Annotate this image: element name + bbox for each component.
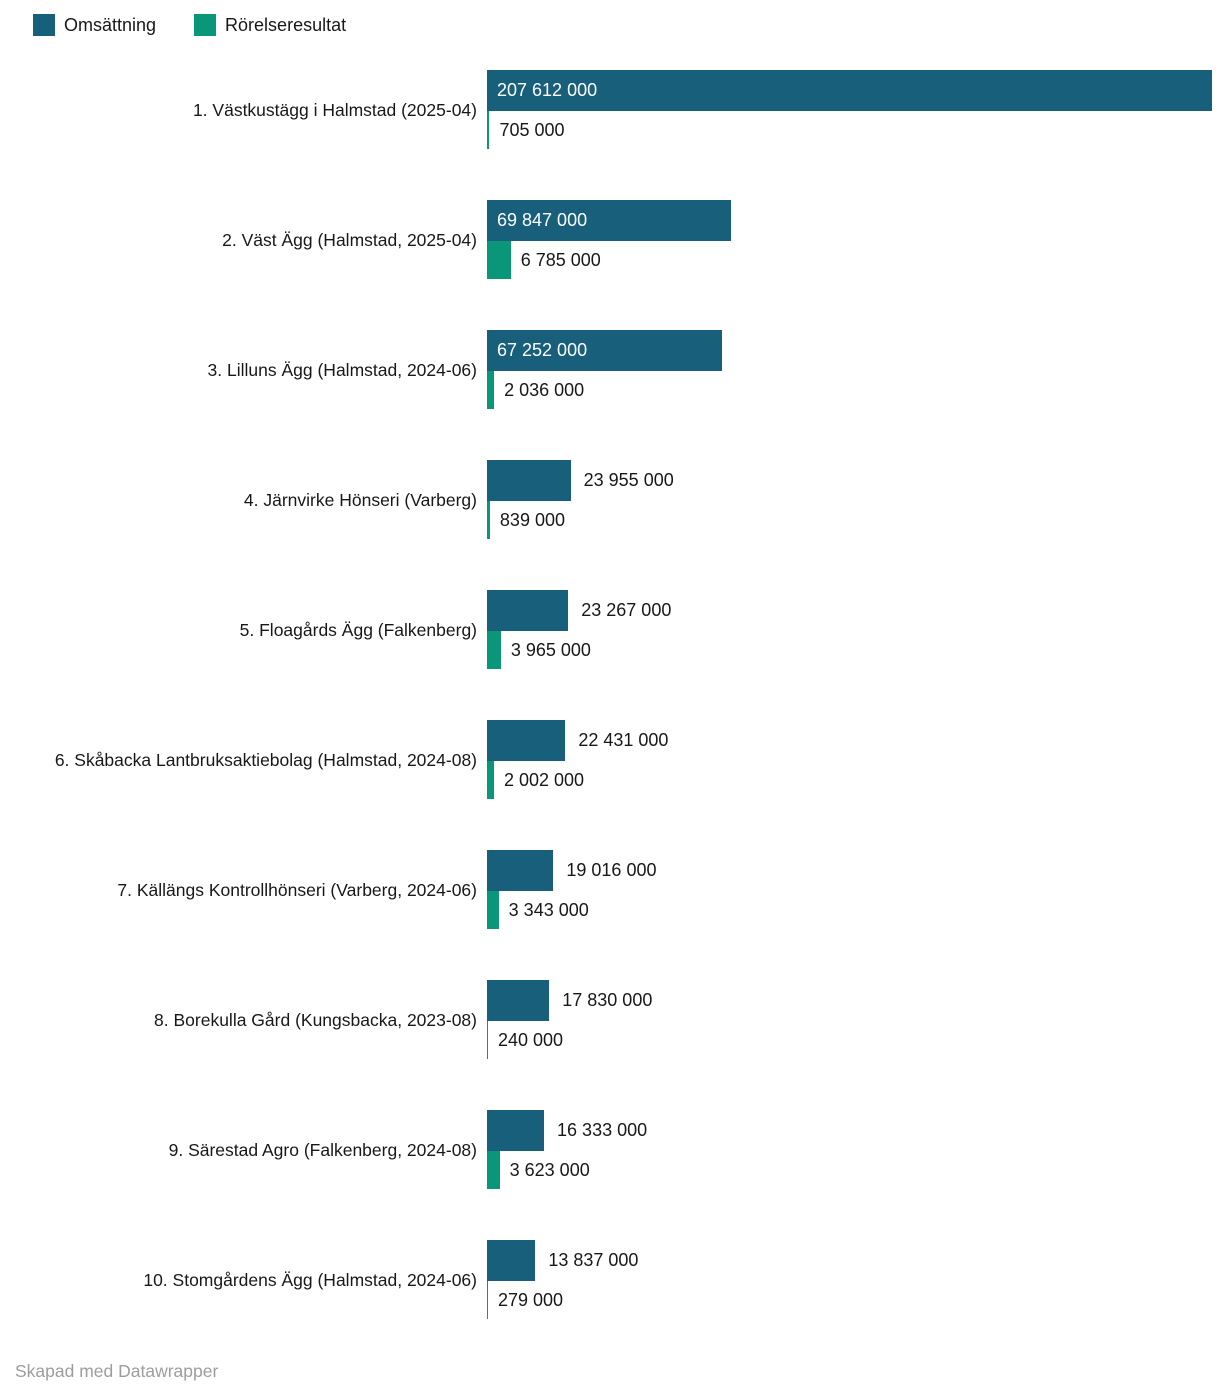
rorelseresultat-value-label: 6 785 000: [520, 249, 601, 270]
bar-group: [487, 590, 1220, 669]
rorelseresultat-bar-line: [487, 241, 1220, 279]
category-label: 7. Källängs Kontrollhönseri (Varberg, 2024-06): [117, 879, 477, 900]
rorelseresultat-bar: [487, 241, 511, 279]
omsattning-bar: [487, 330, 722, 371]
bar-group: [487, 1240, 1220, 1319]
bar-group: [487, 720, 1220, 799]
rorelseresultat-bar: [487, 891, 499, 929]
legend-item-rorelseresultat: [194, 14, 346, 36]
rorelseresultat-bar: [487, 1021, 488, 1059]
bar-group: [487, 1110, 1220, 1189]
omsattning-bar: [487, 850, 553, 891]
omsattning-value-label: 207 612 000: [497, 80, 598, 100]
omsattning-bar: [487, 590, 568, 631]
omsattning-bar-line: [487, 720, 1220, 761]
bar-group: [487, 850, 1220, 929]
rorelseresultat-value-label: 705 000: [499, 119, 565, 140]
omsattning-bar-line: [487, 330, 1220, 371]
chart-row: [0, 460, 1220, 539]
omsattning-swatch-icon: [33, 14, 55, 36]
omsattning-bar-line: [487, 1240, 1220, 1281]
chart-row: [0, 590, 1220, 669]
omsattning-value-label: 19 016 000: [566, 860, 657, 880]
category-label: 6. Skåbacka Lantbruksaktiebolag (Halmstad, 2024-08): [54, 749, 477, 770]
chart-row: [0, 330, 1220, 409]
category-label: 8. Borekulla Gård (Kungsbacka, 2023-08): [154, 1009, 477, 1030]
omsattning-value-label: 67 252 000: [497, 340, 588, 360]
bar-group: [487, 330, 1220, 409]
rorelseresultat-bar-line: [487, 891, 1220, 929]
omsattning-bar: [487, 70, 1212, 111]
omsattning-value-label: 23 955 000: [583, 470, 674, 490]
omsattning-bar: [487, 460, 571, 501]
rorelseresultat-bar: [487, 111, 489, 149]
chart-row: [0, 850, 1220, 929]
omsattning-value-label: 69 847 000: [497, 210, 588, 230]
chart-row: [0, 980, 1220, 1059]
rorelseresultat-bar: [487, 501, 490, 539]
omsattning-value-label: 17 830 000: [562, 990, 653, 1010]
omsattning-value-label: 22 431 000: [578, 730, 669, 750]
omsattning-bar: [487, 1110, 544, 1151]
rorelseresultat-bar-line: [487, 111, 1220, 149]
omsattning-bar: [487, 980, 549, 1021]
category-label: 10. Stomgårdens Ägg (Halmstad, 2024-06): [143, 1269, 477, 1290]
omsattning-value-label: 23 267 000: [581, 600, 672, 620]
rorelseresultat-bar-line: [487, 501, 1220, 539]
category-label: 5. Floagårds Ägg (Falkenberg): [239, 619, 477, 640]
attribution-text: Skapad med Datawrapper: [15, 1361, 219, 1381]
bar-group: [487, 460, 1220, 539]
category-label: 4. Järnvirke Hönseri (Varberg): [243, 489, 477, 510]
rorelseresultat-bar-line: [487, 1151, 1220, 1189]
bar-group: [487, 200, 1220, 279]
chart-row: [0, 200, 1220, 279]
omsattning-bar-line: [487, 590, 1220, 631]
chart-row: [0, 1240, 1220, 1319]
chart-row: [0, 1110, 1220, 1189]
chart-row: [0, 720, 1220, 799]
rorelseresultat-bar: [487, 371, 494, 409]
rorelseresultat-value-label: 3 343 000: [508, 899, 589, 920]
omsattning-bar: [487, 200, 731, 241]
rorelseresultat-bar-line: [487, 1281, 1220, 1319]
rorelseresultat-value-label: 2 002 000: [503, 769, 585, 790]
rorelseresultat-value-label: 240 000: [498, 1029, 564, 1050]
omsattning-bar: [487, 720, 565, 761]
rorelseresultat-bar: [487, 1281, 488, 1319]
omsattning-bar-line: [487, 200, 1220, 241]
omsattning-value-label: 16 333 000: [557, 1120, 648, 1140]
rorelseresultat-value-label: 839 000: [499, 509, 565, 530]
bar-group: [487, 70, 1220, 149]
omsattning-bar-line: [487, 850, 1220, 891]
bar-chart: [0, 70, 1220, 1319]
rorelseresultat-bar-line: [487, 1021, 1220, 1059]
omsattning-bar-line: [487, 460, 1220, 501]
omsattning-bar-line: [487, 70, 1220, 111]
rorelseresultat-bar-line: [487, 761, 1220, 799]
rorelseresultat-value-label: 3 623 000: [509, 1159, 590, 1180]
omsattning-value-label: 13 837 000: [548, 1250, 639, 1270]
category-label: 1. Västkustägg i Halmstad (2025-04): [192, 99, 477, 120]
rorelseresultat-value-label: 3 965 000: [510, 639, 591, 660]
rorelseresultat-bar: [487, 761, 494, 799]
category-label: 9. Särestad Agro (Falkenberg, 2024-08): [168, 1139, 477, 1160]
category-label: 3. Lilluns Ägg (Halmstad, 2024-06): [207, 359, 477, 380]
omsattning-bar-line: [487, 1110, 1220, 1151]
legend: [0, 0, 1220, 36]
rorelseresultat-value-label: 279 000: [498, 1289, 564, 1310]
rorelseresultat-bar-line: [487, 371, 1220, 409]
bar-group: [487, 980, 1220, 1059]
category-label: 2. Väst Ägg (Halmstad, 2025-04): [222, 229, 477, 250]
legend-item-omsattning: [33, 14, 156, 36]
rorelseresultat-bar: [487, 1151, 500, 1189]
legend-label-rorelseresultat: Rörelseresultat: [225, 15, 347, 35]
omsattning-bar-line: [487, 980, 1220, 1021]
legend-label-omsattning: Omsättning: [64, 15, 157, 35]
rorelseresultat-swatch-icon: [194, 14, 216, 36]
rorelseresultat-bar: [487, 631, 501, 669]
rorelseresultat-value-label: 2 036 000: [504, 379, 585, 400]
chart-row: [0, 70, 1220, 149]
rorelseresultat-bar-line: [487, 631, 1220, 669]
omsattning-bar: [487, 1240, 535, 1281]
